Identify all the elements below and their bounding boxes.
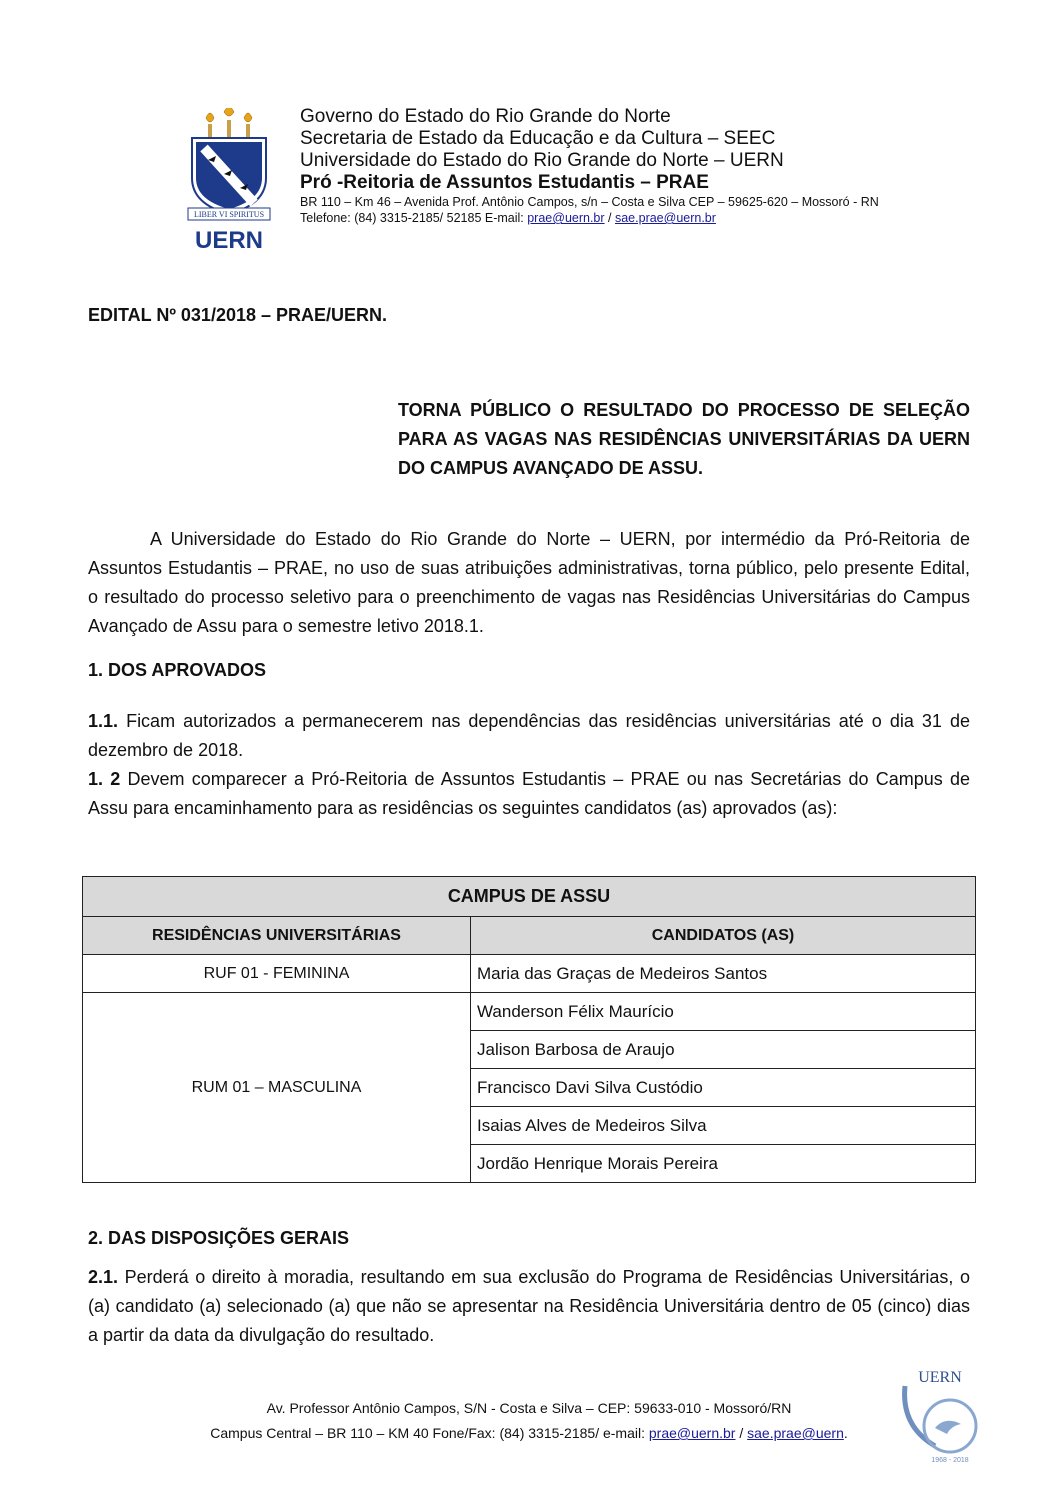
table-row: [83, 993, 976, 1031]
header-address: BR 110 – Km 46 – Avenida Prof. Antônio Campos, s/n – Costa e Silva CEP – 59625-620 – Mossoró - RN: [300, 195, 879, 209]
section-1-item-2: [88, 765, 970, 823]
header-line-2: Secretaria de Estado da Educação e da Cultura – SEEC: [300, 128, 776, 149]
footer-email-link-1[interactable]: prae@uern.br: [648, 1425, 736, 1441]
candidate-cell: Maria das Graças de Medeiros Santos: [471, 955, 976, 993]
intro-paragraph: A Universidade do Estado do Rio Grande do Norte – UERN, por intermédio da Pró-Reitoria de Assuntos Estudantis – PRAE, no uso de suas atribuições administrativas, torna público, pelo presente Edital, o resultado do processo seletivo para o preenchimento de vagas nas Residências Universitárias do Campus Avançado de Assu para o semestre letivo 2018.1.: [88, 529, 970, 636]
footer-address: Av. Professor Antônio Campos, S/N - Costa e Silva – CEP: 59633-010 - Mossoró/RN: [266, 1400, 792, 1416]
header-line-4: Pró -Reitoria de Assuntos Estudantis – PRAE: [300, 172, 709, 193]
section-2-item-1: [88, 1263, 970, 1350]
candidate-cell: Wanderson Félix Maurício: [471, 993, 976, 1031]
logo-text: UERN: [194, 227, 264, 254]
section-2-item-1-number: 2.1.: [88, 1267, 119, 1287]
header-phone: Telefone: (84) 3315-2185/ 52185 E-mail:: [300, 211, 528, 225]
residence-rum-01: RUM 01 – MASCULINA: [83, 993, 471, 1183]
footer-separator: /: [735, 1425, 748, 1441]
torna-publico-heading: TORNA PÚBLICO O RESULTADO DO PROCESSO DE SELEÇÃO PARA AS VAGAS NAS RESIDÊNCIAS UNIVERSITÁRIAS DA UERN DO CAMPUS AVANÇADO DE ASSU.: [398, 400, 970, 478]
header-email-link-2[interactable]: sae.prae@uern.br: [614, 211, 716, 225]
section-2-title: 2. DAS DISPOSIÇÕES GERAIS: [88, 1228, 350, 1248]
logo-motto: LIBER VI SPIRITUS: [193, 210, 265, 219]
section-1-item-1-text: Ficam autorizados a permanecerem nas dependências das residências universitárias até o dia 31 de dezembro de 2018.: [88, 711, 970, 760]
section-1-title: 1. DOS APROVADOS: [88, 660, 267, 680]
seal-years: 1968 - 2018: [931, 1457, 969, 1464]
header-separator: /: [604, 211, 615, 225]
letterhead: [300, 106, 980, 226]
candidate-cell: Isaias Alves de Medeiros Silva: [471, 1107, 976, 1145]
seal-text: UERN: [918, 1369, 962, 1386]
section-1-item-2-number: 1. 2: [88, 769, 121, 789]
table-header-candidatos: CANDIDATOS (AS): [471, 917, 976, 955]
section-1-item-1: [88, 707, 970, 765]
header-line-3: Universidade do Estado do Rio Grande do Norte – UERN: [300, 150, 784, 171]
footer-email-link-2[interactable]: sae.prae@uern: [747, 1425, 844, 1441]
header-line-1: Governo do Estado do Rio Grande do Norte: [300, 106, 671, 127]
candidate-cell: Jordão Henrique Morais Pereira: [471, 1145, 976, 1183]
candidate-cell: Jalison Barbosa de Araujo: [471, 1031, 976, 1069]
uern-50-years-seal: [895, 1366, 985, 1476]
section-1-item-2-text: Devem comparecer a Pró-Reitoria de Assuntos Estudantis – PRAE ou nas Secretárias do Campus de Assu para encaminhamento para as residências os seguintes candidatos (as) aprovados (as):: [88, 769, 970, 818]
table-title: CAMPUS DE ASSU: [83, 877, 976, 917]
uern-logo: [184, 108, 274, 258]
candidate-cell: Francisco Davi Silva Custódio: [471, 1069, 976, 1107]
residence-ruf-01: RUF 01 - FEMININA: [83, 955, 471, 993]
header-contact: [300, 210, 980, 226]
table-row: [83, 955, 976, 993]
footer-contact-text: Campus Central – BR 110 – KM 40 Fone/Fax: (84) 3315-2185/ e-mail:: [210, 1425, 649, 1441]
residencias-table: [82, 876, 976, 1183]
section-2-item-1-text: Perderá o direito à moradia, resultando em sua exclusão do Programa de Residências Universitárias, o (a) candidato (a) selecionado (a) que não se apresentar na Residência Universitária dentro de 05 (cinco) dias a partir da data da divulgação do resultado.: [88, 1267, 970, 1345]
edital-title: EDITAL Nº 031/2018 – PRAE/UERN.: [88, 305, 388, 325]
header-email-link-1[interactable]: prae@uern.br: [527, 211, 605, 225]
table-header-residencias: RESIDÊNCIAS UNIVERSITÁRIAS: [83, 917, 471, 955]
footer-end: .: [843, 1425, 848, 1441]
section-1-item-1-number: 1.1.: [88, 711, 119, 731]
